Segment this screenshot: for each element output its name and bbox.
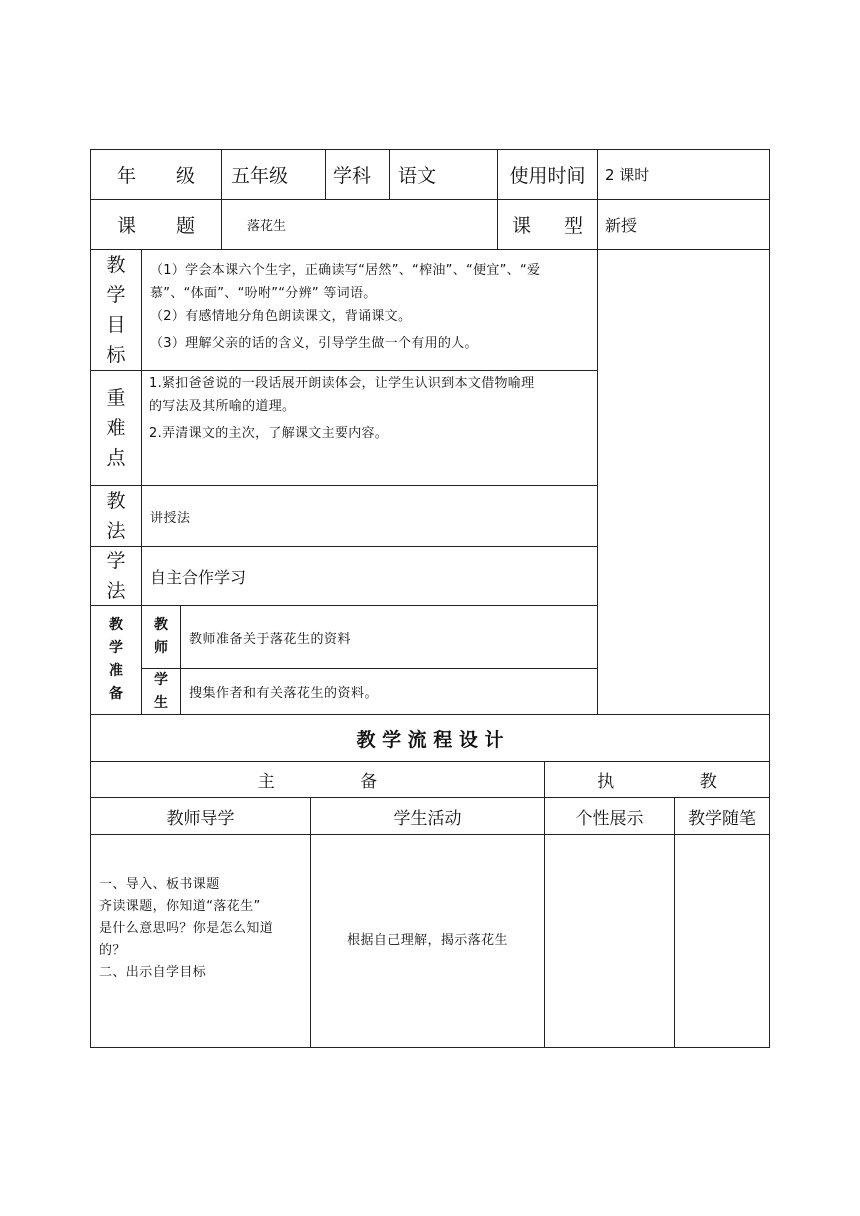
grade-value-text: 五年级 bbox=[231, 165, 289, 187]
time-value bbox=[605, 150, 765, 199]
teaching-method-label bbox=[91, 486, 141, 546]
learning-method-label-char: 学 bbox=[106, 550, 126, 572]
rule bbox=[90, 370, 597, 371]
goals-label-char: 学 bbox=[106, 284, 126, 306]
topic-label-char: 题 bbox=[175, 215, 195, 237]
key-points-label bbox=[91, 371, 141, 485]
goals-label-char: 教 bbox=[106, 254, 126, 276]
col-teacher-guide bbox=[91, 798, 310, 834]
goals-content bbox=[150, 259, 595, 355]
teacher-guide-line: 是什么意思吗？你是怎么知道 bbox=[99, 921, 274, 936]
key-points-line: 2.弄清课文的主次，了解课文主要内容。 bbox=[149, 426, 389, 441]
preparation-label bbox=[91, 606, 141, 714]
col-teacher-guide-text: 教师导学 bbox=[166, 808, 235, 829]
type-label-char: 课 bbox=[512, 215, 532, 237]
preparation-label-char: 准 bbox=[109, 663, 123, 679]
preparation-student-value bbox=[189, 669, 589, 714]
rule bbox=[221, 149, 222, 249]
goals-line: （3）理解父亲的话的含义，引导学生做一个有用的人。 bbox=[150, 336, 478, 351]
execution-header bbox=[545, 762, 769, 797]
goals-label-char: 标 bbox=[106, 344, 126, 366]
flow-title bbox=[91, 715, 769, 761]
rule bbox=[310, 797, 311, 1048]
teacher-guide-line: 一、导入、板书课题 bbox=[99, 877, 220, 892]
rule bbox=[597, 149, 598, 715]
topic-value-text: 落花生 bbox=[247, 219, 287, 234]
grade-label-char: 级 bbox=[175, 165, 195, 187]
teacher-guide-line: 二、出示自学目标 bbox=[99, 965, 207, 980]
student-activity-text: 根据自己理解，揭示落花生 bbox=[347, 933, 508, 948]
goals-line: （2）有感情地分角色朗读课文，背诵课文。 bbox=[150, 309, 412, 324]
type-value bbox=[605, 200, 765, 249]
rule bbox=[90, 834, 770, 835]
preparation-student-text: 搜集作者和有关落花生的资料。 bbox=[189, 686, 379, 701]
teacher-label-char: 师 bbox=[154, 640, 168, 656]
preparation-teacher-label bbox=[142, 606, 180, 668]
table-border-right bbox=[769, 149, 770, 1048]
execution-text: 执 教 bbox=[597, 772, 757, 792]
time-label bbox=[498, 150, 597, 199]
key-points-label-char: 点 bbox=[106, 447, 126, 469]
topic-label-char: 课 bbox=[117, 215, 137, 237]
key-points-label-char: 重 bbox=[106, 387, 126, 409]
goals-label-char: 目 bbox=[106, 314, 126, 336]
rule bbox=[325, 149, 326, 199]
preparation-label-char: 教 bbox=[109, 617, 123, 633]
learning-method-text: 自主合作学习 bbox=[150, 567, 247, 587]
main-prep-header bbox=[91, 762, 544, 797]
teacher-guide-line: 齐读课题，你知道“落花生” bbox=[99, 899, 261, 914]
preparation-label-char: 备 bbox=[109, 686, 123, 702]
key-points-content bbox=[149, 372, 594, 445]
col-personal-display bbox=[545, 798, 674, 834]
grade-label bbox=[91, 150, 221, 199]
goals-line: （1）学会本课六个生字，正确读写“居然”、“榨油”、“便宜”、“爱 bbox=[150, 263, 541, 278]
learning-method-label-char: 法 bbox=[106, 580, 126, 602]
time-value-text: 2 课时 bbox=[605, 166, 650, 184]
rule bbox=[180, 605, 181, 715]
rule bbox=[674, 797, 675, 1048]
goals-line: 慕”、“体面”、“吩咐”“分辨” 等词语。 bbox=[150, 286, 377, 301]
subject-value-text: 语文 bbox=[398, 165, 437, 187]
topic-value bbox=[247, 200, 487, 249]
student-label-char: 生 bbox=[154, 694, 168, 711]
grade-label-char: 年 bbox=[117, 165, 137, 187]
teaching-method-value bbox=[150, 486, 590, 546]
learning-method-value bbox=[150, 547, 590, 605]
subject-label-text: 学科 bbox=[333, 165, 372, 187]
student-label-char: 学 bbox=[154, 671, 168, 688]
flow-title-text: 教 学 流 程 设 计 bbox=[356, 728, 504, 751]
col-teaching-notes-text: 教学随笔 bbox=[688, 808, 756, 829]
type-label-char: 型 bbox=[563, 215, 583, 237]
teaching-method-label-char: 法 bbox=[106, 520, 126, 542]
topic-label bbox=[91, 200, 221, 249]
teaching-method-text: 讲授法 bbox=[150, 510, 191, 526]
type-label bbox=[498, 200, 597, 249]
rule bbox=[90, 249, 770, 250]
col-student-activity bbox=[311, 798, 544, 834]
grade-value bbox=[231, 150, 325, 199]
type-value-text: 新授 bbox=[605, 216, 638, 235]
preparation-teacher-value bbox=[189, 606, 589, 668]
student-activity-content bbox=[311, 930, 544, 952]
learning-method-label bbox=[91, 547, 141, 605]
main-prep-text: 主 备 bbox=[257, 772, 418, 792]
teacher-guide-content bbox=[99, 874, 309, 984]
key-points-line: 的写法及其所喻的道理。 bbox=[149, 399, 296, 414]
rule bbox=[389, 149, 390, 199]
teacher-label-char: 教 bbox=[154, 617, 168, 633]
col-teaching-notes bbox=[675, 798, 769, 834]
subject-label bbox=[333, 150, 389, 199]
key-points-line: 1.紧扣爸爸说的一段话展开朗读体会，让学生认识到本文借物喻理 bbox=[149, 376, 535, 391]
teacher-guide-line: 的？ bbox=[99, 943, 126, 958]
col-personal-display-text: 个性展示 bbox=[575, 808, 644, 829]
time-label-text: 使用时间 bbox=[509, 165, 586, 187]
goals-label bbox=[91, 250, 141, 370]
teaching-method-label-char: 教 bbox=[106, 490, 126, 512]
table-border-bottom bbox=[90, 1047, 770, 1048]
subject-value bbox=[398, 150, 497, 199]
key-points-label-char: 难 bbox=[106, 417, 126, 439]
preparation-student-label bbox=[142, 669, 180, 714]
preparation-label-char: 学 bbox=[109, 640, 123, 656]
preparation-teacher-text: 教师准备关于落花生的资料 bbox=[189, 631, 352, 647]
col-student-activity-text: 学生活动 bbox=[393, 808, 462, 829]
